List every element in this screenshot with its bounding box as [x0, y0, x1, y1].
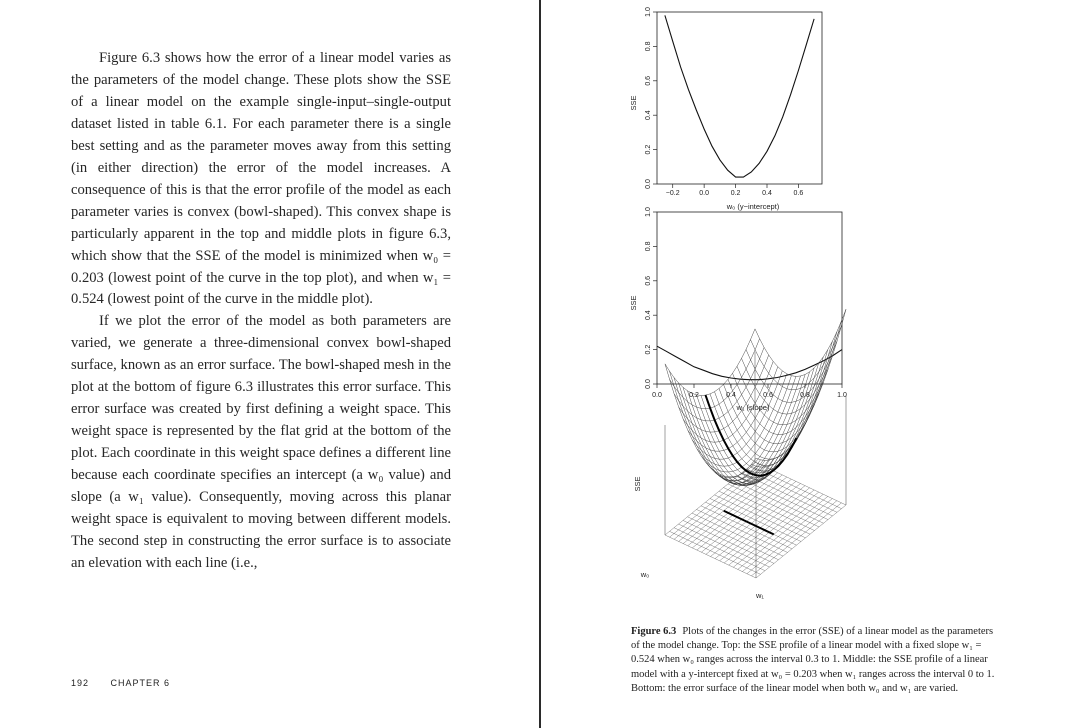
y-tick-label: 0.6 — [645, 275, 652, 286]
middle-chart — [629, 207, 847, 412]
x-tick-label: 1.0 — [837, 392, 847, 399]
x-tick-label: 0.4 — [762, 190, 772, 197]
surface-mesh-line — [746, 341, 837, 402]
paragraph-2: If we plot the error of the model as both parameters are varied, we generate a three-dimensional convex bowl-shaped surface, known as an error surface. The bowl-shaped mesh in the plot at the bottom of figure 6.3 illustrates this error surface. This error surface was created by first defining a weight space. This weight space is represented by the flat grid at the bottom of the plot. Each coordinate in this weight space defines a different line because each coordinate specifies an intercept (a w₀ value) and slope (a w₁ value). Consequently, moving across this planar weight space is equivalent to moving between different models. The second step in constructing the error surface is to associate an elevation with each line (i.e., — [71, 313, 451, 571]
surface-chart-w0-label: w₀ — [640, 570, 650, 579]
y-tick-label: 0.8 — [645, 41, 652, 52]
y-tick-label: 0.4 — [645, 110, 652, 121]
min-projection — [724, 511, 774, 535]
x-tick-label: −0.2 — [665, 190, 680, 197]
sse-curve — [665, 15, 814, 177]
y-tick-label: 0.2 — [645, 144, 652, 155]
y-tick-label: 0.8 — [645, 241, 652, 252]
y-tick-label: 0.2 — [645, 344, 652, 355]
y-tick-label: 1.0 — [645, 207, 652, 217]
body-text — [71, 48, 451, 575]
page-footer — [71, 678, 170, 688]
surface-mesh-line — [683, 361, 773, 442]
figure-caption — [631, 625, 1003, 696]
paragraph-1: Figure 6.3 shows how the error of a linear model varies as the parameters of the model change. These plots show the SSE of a linear model on the example single-input–single-output dataset listed in table 6.1. For each parameter there is a single best setting and as the parameter moves away from this setting (in either direction) the error of the model increases. A consequence of this is that the error profile of the model as each parameter varies is convex (bowl-shaped). This convex shape is particularly apparent in the top and middle plots in figure 6.3, which show that the SSE of the model is minimized when w₀ = 0.203 (lowest point of the curve in the top plot), and when w₁ = 0.524 (lowest point of the curve in the middle plot). — [71, 50, 451, 308]
figure-6-3 — [541, 0, 1080, 620]
plot-frame — [657, 12, 822, 184]
left-page — [0, 0, 539, 728]
y-tick-label: 0.0 — [645, 379, 652, 389]
x-tick-label: 0.4 — [726, 392, 736, 399]
middle-chart-xlabel: w₁ (slope) — [736, 403, 770, 412]
x-tick-label: 0.6 — [793, 190, 804, 197]
surface-mesh-line — [665, 329, 755, 396]
x-tick-label: 0.0 — [699, 190, 710, 197]
x-tick-label: 0.8 — [800, 392, 810, 399]
surface-mesh-line — [719, 389, 810, 460]
x-tick-label: 0.6 — [763, 392, 773, 399]
top-chart-ylabel: SSE — [629, 95, 638, 111]
y-tick-label: 0.6 — [645, 75, 652, 86]
page-number: 192 — [71, 678, 90, 688]
surface-mesh-line — [737, 366, 828, 425]
top-chart — [629, 7, 822, 211]
base-grid-line — [751, 503, 841, 576]
chapter-label: CHAPTER 6 — [110, 678, 171, 688]
base-grid-line — [747, 501, 837, 574]
y-tick-label: 0.4 — [645, 310, 652, 321]
x-tick-label: 0.0 — [652, 392, 662, 399]
surface-chart — [633, 309, 846, 600]
surface-mesh-line — [755, 309, 846, 376]
plot-frame — [657, 212, 842, 384]
error-surface-mesh — [665, 309, 846, 578]
base-grid-line — [756, 505, 846, 578]
x-tick-label: 0.2 — [689, 392, 699, 399]
right-page — [541, 0, 1080, 728]
y-tick-label: 1.0 — [645, 7, 652, 17]
y-tick-label: 0.0 — [645, 179, 652, 189]
surface-chart-w1-label: w₁ — [756, 591, 764, 600]
caption-text: Plots of the changes in the error (SSE) of a linear model as the parameters of the model change. Top: the SSE profile of a linear model with a fixed slope w₁ = 0.524 when w₀ ranges across the interval 0.3 to 1. Middle: the SSE profile of a linear model with a y-intercept fixed at w₀ = 0.203 when w₁ ranges across the interval 0 to 1. Bottom: the error surface of the linear model when both w₀ and w₁ are varied. — [631, 626, 995, 694]
surface-mesh-line — [756, 309, 846, 460]
surface-chart-zlabel: SSE — [633, 476, 642, 492]
base-grid-line — [755, 462, 846, 505]
x-tick-label: 0.2 — [730, 190, 741, 197]
sse-curve — [657, 346, 842, 380]
caption-label: Figure 6.3 — [631, 626, 677, 637]
middle-chart-ylabel: SSE — [629, 295, 638, 311]
top-chart-xlabel: w₀ (y−intercept) — [726, 202, 780, 211]
